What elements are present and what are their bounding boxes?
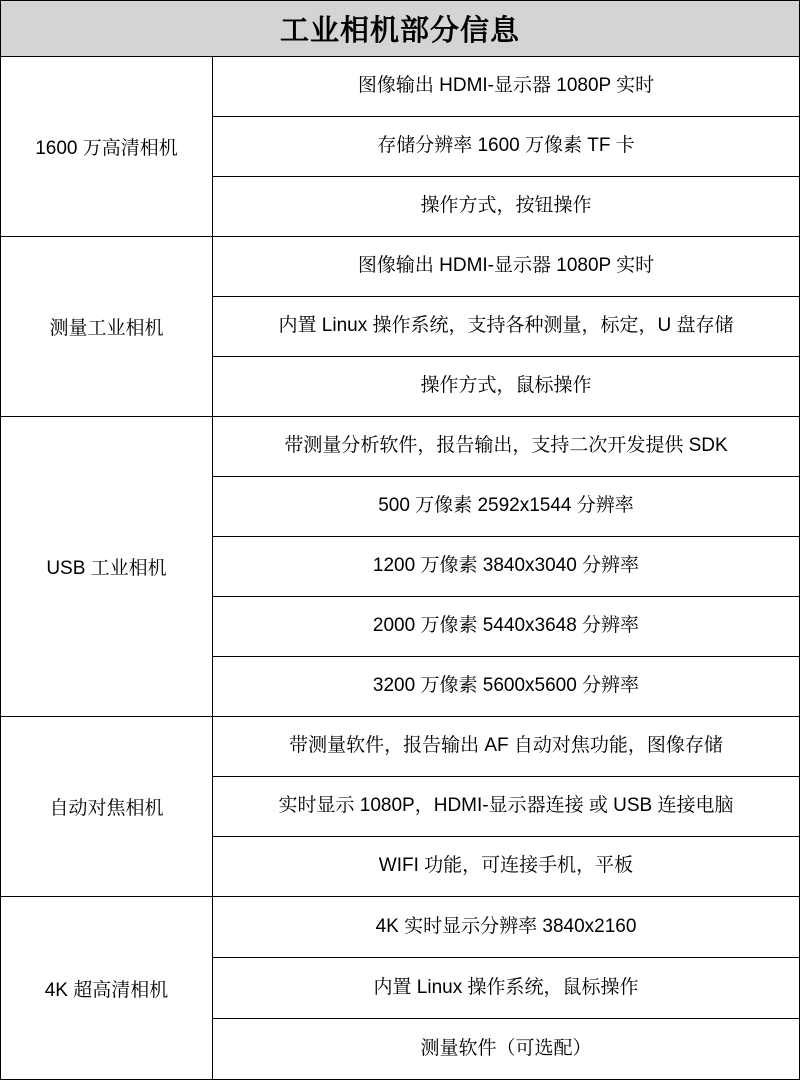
- table-group-row: [1, 237, 799, 417]
- camera-info-table: [0, 57, 800, 1080]
- table-row: 实时显示 1080P，HDMI-显示器连接 或 USB 连接电脑: [213, 777, 799, 837]
- group-label-cell: USB 工业相机: [1, 417, 213, 716]
- table-row: 内置 Linux 操作系统，鼠标操作: [213, 958, 799, 1019]
- table-title-bar: [0, 0, 800, 57]
- group-label-cell: 测量工业相机: [1, 237, 213, 416]
- page-title: 工业相机部分信息: [279, 15, 520, 47]
- table-row: 内置 Linux 操作系统，支持各种测量，标定，U 盘存储: [213, 297, 799, 357]
- group-detail-rows: [213, 717, 799, 896]
- group-label-cell: 1600 万高清相机: [1, 57, 213, 236]
- table-row: 操作方式，鼠标操作: [420, 375, 592, 397]
- table-row: 带测量分析软件，报告输出，支持二次开发提供 SDK: [213, 417, 799, 477]
- group-label-cell: 自动对焦相机: [1, 717, 213, 896]
- group-detail-rows: [213, 417, 799, 716]
- table-row: 2000 万像素 5440x3648 分辨率: [213, 597, 799, 657]
- table-group-row: [1, 897, 799, 1079]
- table-row: 带测量软件，报告输出 AF 自动对焦功能，图像存储: [213, 717, 799, 777]
- table-row: 图像输出 HDMI-显示器 1080P 实时: [213, 57, 799, 117]
- table-row: 操作方式，按钮操作: [420, 195, 592, 217]
- table-row: 存储分辨率 1600 万像素 TF 卡: [213, 117, 799, 177]
- table-group-row: [1, 717, 799, 897]
- table-row: 1200 万像素 3840x3040 分辨率: [213, 537, 799, 597]
- group-detail-rows: [213, 897, 799, 1079]
- table-row: 3200 万像素 5600x5600 分辨率: [372, 675, 640, 697]
- table-row: 测量软件（可选配）: [420, 1037, 592, 1059]
- group-detail-rows: [213, 57, 799, 236]
- table-row: 图像输出 HDMI-显示器 1080P 实时: [213, 237, 799, 297]
- table-group-row: [1, 57, 799, 237]
- table-row: 4K 实时显示分辨率 3840x2160: [213, 897, 799, 958]
- group-label-cell: 4K 超高清相机: [1, 897, 213, 1079]
- table-group-row: [1, 417, 799, 717]
- table-row: 500 万像素 2592x1544 分辨率: [213, 477, 799, 537]
- group-detail-rows: [213, 237, 799, 416]
- table-row: WIFI 功能，可连接手机，平板: [378, 855, 634, 877]
